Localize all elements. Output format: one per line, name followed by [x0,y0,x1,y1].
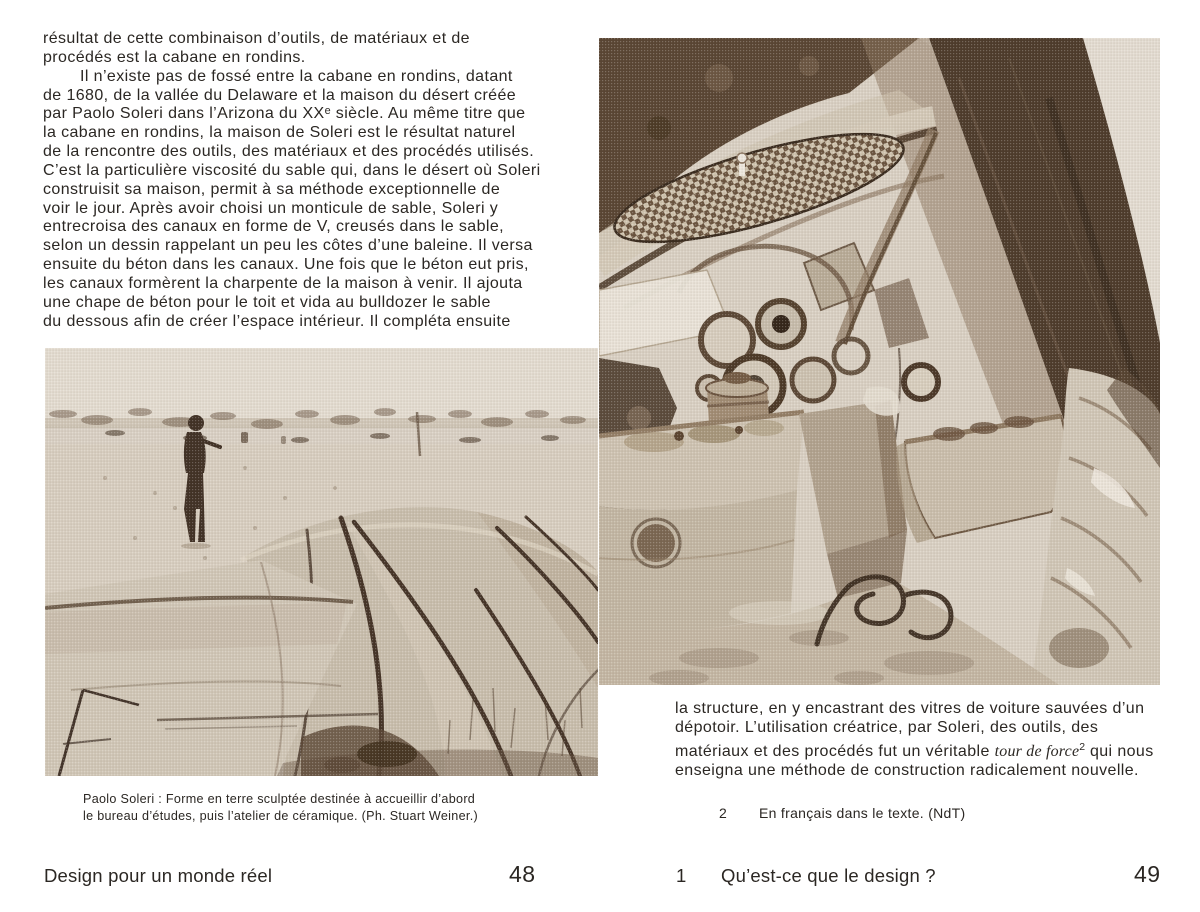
body-line: procédés est la cabane en rondins. [43,48,306,66]
left-photo-caption [83,791,478,826]
body-text-segment: matériaux et des procédés fut un véritable [675,742,995,760]
footnote-reference: 2 [1079,740,1086,753]
body-line: les canaux formèrent la charpente de la maison à venir. Il ajouta [43,274,523,292]
right-page-number: 49 [1134,861,1161,887]
body-line: la structure, en y encastrant des vitres de voiture sauvées d’un [675,700,1145,717]
body-line: C’est la particulière viscosité du sable qui, dans le désert où Soleri [43,161,541,179]
photo-soleri-desert-form-exterior [45,348,598,776]
body-line: résultat de cette combinaison d’outils, de matériaux et de [43,30,470,47]
caption-line: le bureau d’études, puis l’atelier de céramique. (Ph. Stuart Weiner.) [83,809,478,824]
body-line: enseigna une méthode de construction radicalement nouvelle. [675,761,1139,779]
body-line: ensuite du béton dans les canaux. Une fois que le béton eut pris, [43,256,529,274]
body-line: Il n’existe pas de fossé entre la cabane en rondins, datant [80,67,513,85]
photo-soleri-house-interior [599,38,1160,685]
body-line [675,738,1154,762]
left-page-body-text [43,30,541,332]
body-line: une chape de béton pour le toit et vida au bulldozer le sable [43,293,491,311]
right-page-body-text [675,700,1154,780]
left-page-number: 48 [509,861,536,887]
caption-line: Paolo Soleri : Forme en terre sculptée destinée à accueillir d’abord [83,792,476,806]
italic-phrase: tour de force [994,742,1080,760]
left-running-footer-title: Design pour un monde réel [44,865,273,886]
body-line: voir le jour. Après avoir choisi un monticule de sable, Soleri y [43,199,499,217]
body-line: de 1680, de la vallée du Delaware et la maison du désert créée [43,86,517,104]
body-line: dépotoir. L’utilisation créatrice, par Soleri, des outils, des [675,718,1099,736]
body-line: entrecroisa des canaux en forme de V, creusés dans le sable, [43,218,504,236]
body-line: du dessous afin de créer l’espace intérieur. Il compléta ensuite [43,312,511,330]
body-line: de la rencontre des outils, des matériaux et des procédés utilisés. [43,143,535,161]
body-text-segment: qui nous [1085,742,1154,760]
right-running-footer-title: Qu’est-ce que le design ? [721,865,936,886]
footnote-text: En français dans le texte. (NdT) [759,805,966,821]
body-line: la cabane en rondins, la maison de Soleri est le résultat naturel [43,124,516,142]
right-footer-chapter-number: 1 [676,865,687,886]
body-line: construisit sa maison, permit à sa méthode exceptionnelle de [43,180,501,198]
footnote-marker: 2 [719,805,728,821]
body-line: par Paolo Soleri dans l’Arizona du XXᵉ siècle. Au même titre que [43,105,526,123]
body-line: selon un dessin rappelant un peu les côtes d’une baleine. Il versa [43,237,533,255]
